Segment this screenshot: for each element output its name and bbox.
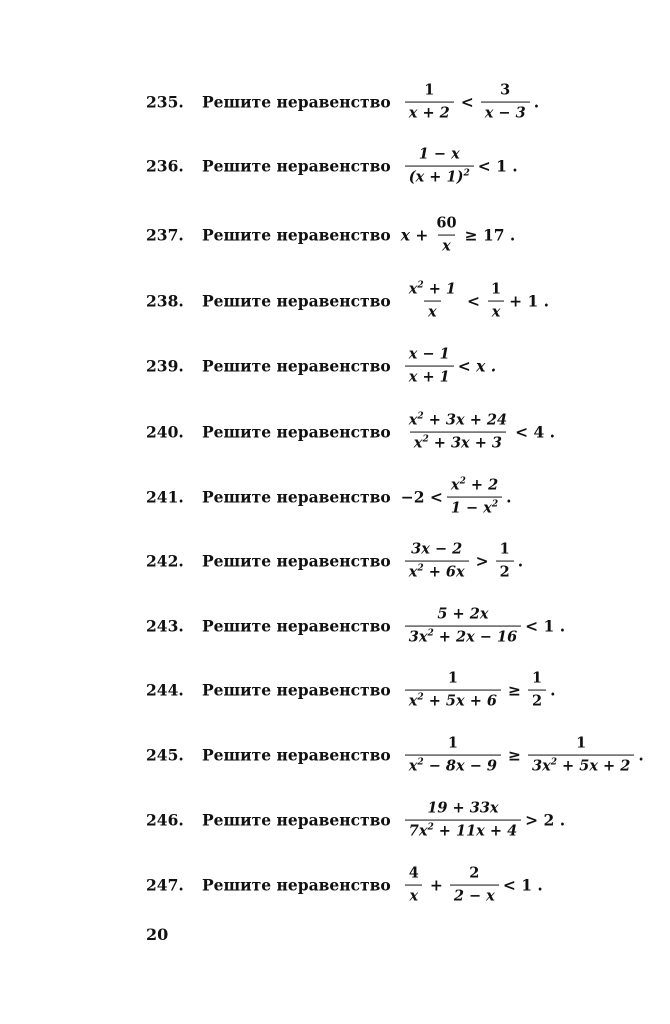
- operator: <: [467, 291, 481, 311]
- variable: x: [413, 434, 423, 452]
- problem-formula: [401, 607, 565, 646]
- trailing-text: > 2 .: [525, 810, 566, 830]
- variable: x: [408, 563, 418, 581]
- leading-text: x +: [400, 225, 429, 245]
- trailing-text: + 1 .: [509, 291, 550, 311]
- trailing-text: < 1 .: [502, 875, 543, 895]
- variable: x: [408, 411, 418, 429]
- fraction: [405, 866, 423, 905]
- leading-text: −2 <: [400, 487, 443, 507]
- numerator: 4: [408, 864, 419, 882]
- denominator: [405, 755, 501, 775]
- page-number: 20: [146, 925, 169, 944]
- numerator: 1: [491, 280, 502, 298]
- problem-formula: [401, 736, 644, 775]
- trailing-text: .: [517, 551, 524, 571]
- numerator: 5 + 2x: [437, 605, 489, 623]
- expression: 1 − x: [450, 499, 492, 517]
- problem-formula: [401, 83, 539, 122]
- problem-label: Решите неравенство: [202, 810, 391, 830]
- problem-label: Решите неравенство: [202, 92, 391, 112]
- problem-formula: [401, 542, 523, 581]
- denominator: x + 1: [405, 366, 454, 386]
- exponent: 2: [427, 628, 434, 639]
- trailing-text: < 4 .: [515, 422, 556, 442]
- exponent: 2: [417, 411, 424, 422]
- denominator: 2: [528, 690, 546, 710]
- operator: >: [475, 551, 489, 571]
- problem-formula: [401, 801, 565, 840]
- numerator: 3x − 2: [411, 540, 463, 558]
- problem-number: 246.: [146, 810, 184, 830]
- trailing-text: .: [506, 487, 512, 507]
- problem-number: 245.: [146, 745, 184, 765]
- fraction: [405, 542, 469, 581]
- denominator: [410, 432, 506, 452]
- variable: x: [408, 757, 418, 775]
- problem-formula: [401, 866, 543, 905]
- variable: x: [408, 692, 418, 710]
- exponent: 2: [550, 757, 557, 768]
- expression: − 8x − 9: [423, 757, 497, 775]
- numerator: 1: [424, 81, 435, 99]
- problem-formula: [401, 282, 549, 321]
- expression: + 2: [465, 476, 499, 494]
- problem-number: 241.: [146, 487, 184, 507]
- exponent: 2: [459, 476, 466, 487]
- numerator: 1: [532, 669, 543, 687]
- trailing-text: ≥ 17 .: [464, 225, 516, 245]
- problem-formula: [401, 413, 555, 452]
- exponent: 2: [422, 434, 429, 445]
- operator: ≥: [508, 745, 521, 765]
- problem-label: Решите неравенство: [202, 422, 391, 442]
- trailing-text: < x .: [457, 356, 497, 376]
- exponent: 2: [417, 280, 424, 291]
- problem-formula: [401, 478, 512, 517]
- exponent: 2: [463, 168, 470, 179]
- numerator: 1: [499, 540, 510, 558]
- problem-label: Решите неравенство: [202, 616, 391, 636]
- fraction: [405, 671, 501, 710]
- denominator: x: [488, 301, 505, 321]
- fraction: [405, 147, 474, 186]
- fraction: [405, 413, 511, 452]
- operator: <: [460, 92, 474, 112]
- denominator: [405, 561, 469, 581]
- denominator: [405, 690, 501, 710]
- fraction: [405, 347, 454, 386]
- denominator: [405, 820, 521, 840]
- fraction: [405, 736, 501, 775]
- exponent: 2: [417, 563, 424, 574]
- problem-number: 243.: [146, 616, 184, 636]
- fraction: [487, 282, 505, 321]
- denominator: x + 2: [405, 102, 454, 122]
- operator: +: [429, 875, 443, 895]
- trailing-text: < 1 .: [525, 616, 566, 636]
- problem-formula: [401, 147, 518, 186]
- numerator: x − 1: [408, 345, 450, 363]
- expression: + 11x + 4: [433, 822, 518, 840]
- variable: x: [450, 476, 460, 494]
- numerator: [447, 478, 502, 497]
- trailing-text: .: [533, 92, 540, 112]
- numerator: 1 − x: [418, 145, 460, 163]
- problem-number: 240.: [146, 422, 184, 442]
- variable: 7x: [408, 822, 428, 840]
- problem-label: Решите неравенство: [202, 356, 391, 376]
- trailing-text: .: [550, 680, 556, 700]
- problem-number: 238.: [146, 291, 184, 311]
- denominator: x − 3: [481, 102, 530, 122]
- expression: + 2x − 16: [433, 628, 518, 646]
- numerator: [405, 282, 460, 301]
- problem-label: Решите неравенство: [202, 291, 391, 311]
- fraction: [405, 282, 460, 321]
- variable: 3x: [532, 757, 551, 775]
- numerator: 2: [469, 864, 480, 882]
- expression: + 3x + 24: [423, 411, 508, 429]
- denominator: x: [438, 235, 455, 255]
- problem-label: Решите неравенство: [202, 225, 391, 245]
- problem-number: 235.: [146, 92, 184, 112]
- variable: x: [408, 280, 418, 298]
- problem-label: Решите неравенство: [202, 551, 391, 571]
- numerator: 19 + 33x: [427, 799, 499, 817]
- denominator: [405, 166, 474, 186]
- denominator: 2 − x: [450, 885, 499, 905]
- problem-number: 236.: [146, 156, 184, 176]
- problem-label: Решите неравенство: [202, 745, 391, 765]
- problem-formula: [401, 347, 496, 386]
- denominator: x: [424, 301, 441, 321]
- variable: 3x: [408, 628, 428, 646]
- denominator: [405, 626, 521, 646]
- exponent: 2: [427, 822, 434, 833]
- problem-number: 247.: [146, 875, 184, 895]
- trailing-text: .: [638, 745, 644, 765]
- problem-formula: [401, 216, 516, 255]
- fraction: [528, 736, 634, 775]
- problem-label: Решите неравенство: [202, 875, 391, 895]
- expression: + 5x + 2: [557, 757, 631, 775]
- problem-number: 242.: [146, 551, 184, 571]
- numerator: 1: [447, 734, 458, 752]
- problem-label: Решите неравенство: [202, 156, 391, 176]
- problem-number: 239.: [146, 356, 184, 376]
- fraction: [447, 478, 502, 517]
- expression: + 3x + 3: [428, 434, 503, 452]
- fraction: [481, 83, 530, 122]
- expression: (x + 1): [408, 168, 464, 186]
- expression: + 5x + 6: [423, 692, 497, 710]
- fraction: [496, 542, 514, 581]
- fraction: [450, 866, 499, 905]
- operator: ≥: [508, 680, 521, 700]
- expression: + 6x: [423, 563, 465, 581]
- problem-number: 237.: [146, 225, 184, 245]
- exponent: 2: [491, 499, 499, 510]
- denominator: [528, 755, 634, 775]
- fraction: [405, 83, 454, 122]
- trailing-text: < 1 .: [477, 156, 518, 176]
- exponent: 2: [417, 757, 424, 768]
- problem-label: Решите неравенство: [202, 680, 391, 700]
- numerator: [405, 413, 511, 432]
- denominator: 2: [496, 561, 514, 581]
- fraction: [405, 607, 521, 646]
- denominator: [447, 497, 502, 517]
- expression: + 1: [423, 280, 457, 298]
- problem-label: Решите неравенство: [202, 487, 391, 507]
- fraction: [432, 216, 460, 255]
- exponent: 2: [417, 692, 424, 703]
- numerator: 60: [436, 214, 457, 232]
- numerator: 3: [500, 81, 511, 99]
- numerator: 1: [447, 669, 458, 687]
- fraction: [405, 801, 521, 840]
- problem-formula: [401, 671, 556, 710]
- fraction: [528, 671, 546, 710]
- problem-number: 244.: [146, 680, 184, 700]
- numerator: 1: [576, 734, 587, 752]
- denominator: x: [405, 885, 422, 905]
